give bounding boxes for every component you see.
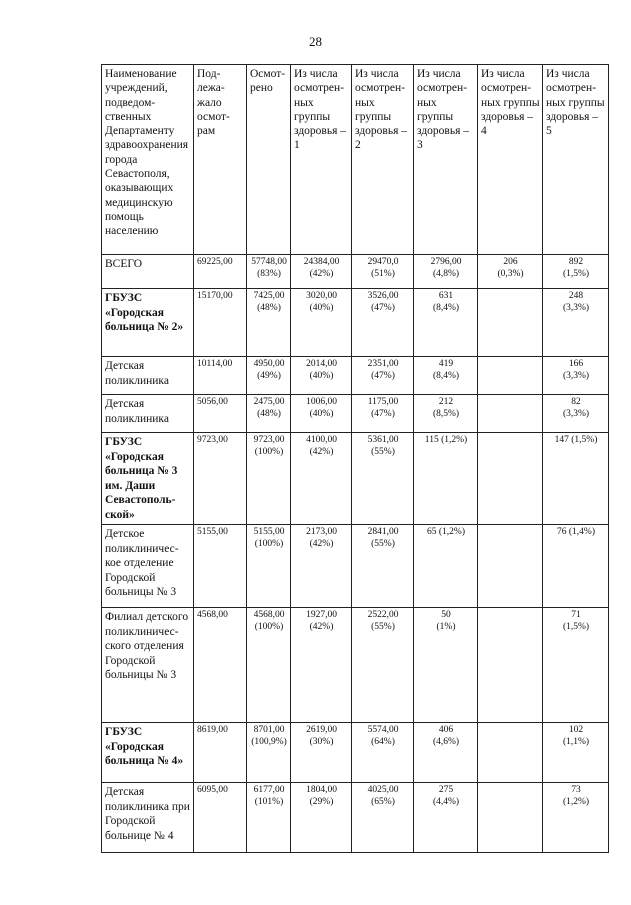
cell-percent: (42%) [309, 538, 334, 549]
cell-value: 5361,00 [367, 435, 399, 445]
header-examined: Осмот-рено [247, 65, 291, 255]
group-3-cell [414, 357, 478, 395]
cell-percent: (47%) [371, 408, 395, 419]
cell-value: 248 [568, 291, 584, 301]
examined-cell [247, 525, 291, 608]
header-group-1: Из числа осмотрен-ных группы здоровья – 1 [291, 65, 352, 255]
cell-percent: (29%) [309, 796, 334, 807]
examined-cell [247, 289, 291, 357]
group-4-cell [478, 289, 543, 357]
group-3-cell [414, 433, 478, 525]
cell-value: 406 [438, 725, 454, 735]
group-4-cell [478, 783, 543, 853]
group-4-cell [478, 255, 543, 289]
group-4-cell [478, 357, 543, 395]
group-1-cell [291, 357, 352, 395]
group-5-cell [543, 395, 609, 433]
group-1-cell [291, 608, 352, 723]
cell-percent: (51%) [371, 268, 395, 279]
cell-percent: (1,5%) [562, 621, 590, 632]
group-2-cell [352, 289, 414, 357]
cell-percent: (100%) [254, 538, 284, 549]
institution-name: Детское поликлиничес-кое отделение Городской больницы № 3 [102, 525, 194, 608]
group-1-cell [291, 525, 352, 608]
group-1-cell [291, 783, 352, 853]
cell-value: 1927,00 [306, 610, 337, 620]
cell-value: 2014,00 [306, 359, 337, 369]
group-3-cell [414, 608, 478, 723]
group-1-cell [291, 289, 352, 357]
cell-percent: (42%) [309, 268, 334, 279]
group-5-cell [543, 289, 609, 357]
cell-value: 73 [571, 785, 581, 795]
cell-value: 82 [571, 397, 581, 407]
cell-value: 2796,00 [430, 257, 462, 267]
group-5-cell [543, 255, 609, 289]
institution-name: Филиал детского поликлиничес-ского отделения Городской больницы № 3 [102, 608, 194, 723]
cell-percent: (100%) [254, 621, 284, 632]
institution-name: Детская поликлиника при Городской больнице № 4 [102, 783, 194, 853]
table-row [102, 395, 609, 433]
cell-value: 57748,00 [251, 257, 287, 267]
table-row [102, 255, 609, 289]
cell-value: 5155,00 [253, 527, 285, 537]
header-group-5: Из числа осмотрен-ных группы здоровья – 5 [543, 65, 609, 255]
group-5-cell [543, 433, 609, 525]
cell-percent: (47%) [371, 370, 395, 381]
cell-value: 2351,00 [367, 359, 399, 369]
cell-value: 8701,00 [253, 725, 285, 735]
examined-cell [247, 433, 291, 525]
cell-value: 2841,00 [367, 527, 399, 537]
group-4-cell [478, 433, 543, 525]
cell-percent: (1,5%) [562, 268, 590, 279]
page-number: 28 [309, 34, 322, 49]
cell-percent: (3,3%) [562, 302, 590, 313]
cell-value: 2522,00 [367, 610, 399, 620]
cell-value: 50 [441, 610, 451, 620]
table-row [102, 783, 609, 853]
group-2-cell [352, 723, 414, 783]
cell-percent: (40%) [309, 302, 334, 313]
table-row [102, 525, 609, 608]
subject-count: 5056,00 [194, 395, 247, 433]
cell-value: 892 [568, 257, 584, 267]
group-1-cell [291, 723, 352, 783]
cell-value: 1175,00 [367, 397, 399, 407]
cell-value: 24384,00 [303, 257, 340, 267]
group-3-cell [414, 783, 478, 853]
table-row [102, 357, 609, 395]
cell-percent: (48%) [257, 302, 281, 313]
cell-value: 1006,00 [306, 397, 337, 407]
cell-percent: (100,9%) [251, 736, 287, 747]
cell-percent: (47%) [371, 302, 395, 313]
cell-value: 631 [438, 291, 454, 301]
cell-value: 4025,00 [367, 785, 399, 795]
group-5-cell [543, 608, 609, 723]
cell-percent: (4,4%) [432, 796, 460, 807]
cell-value: 29470,0 [367, 257, 399, 267]
cell-percent: (8,5%) [432, 408, 460, 419]
cell-value: 3020,00 [306, 291, 337, 301]
subject-count: 6095,00 [194, 783, 247, 853]
cell-percent: (55%) [371, 446, 395, 457]
cell-percent: (100%) [254, 446, 284, 457]
cell-value: 2475,00 [253, 397, 285, 407]
examined-cell [247, 357, 291, 395]
group-2-cell [352, 255, 414, 289]
table-header-row [102, 65, 609, 255]
subject-count: 15170,00 [194, 289, 247, 357]
table-row [102, 723, 609, 783]
cell-value: 147 (1,5%) [554, 435, 598, 445]
group-1-cell [291, 433, 352, 525]
cell-value: 4100,00 [306, 435, 337, 445]
cell-value: 6177,00 [253, 785, 285, 795]
cell-percent: (30%) [309, 736, 334, 747]
cell-value: 275 [438, 785, 454, 795]
subject-count: 9723,00 [194, 433, 247, 525]
group-4-cell [478, 525, 543, 608]
group-3-cell [414, 289, 478, 357]
cell-value: 115 (1,2%) [424, 435, 468, 445]
cell-percent: (3,3%) [562, 408, 590, 419]
cell-percent: (49%) [257, 370, 281, 381]
group-5-cell [543, 525, 609, 608]
cell-percent: (55%) [371, 538, 395, 549]
cell-value: 102 [568, 725, 584, 735]
cell-percent: (1,2%) [562, 796, 590, 807]
group-2-cell [352, 783, 414, 853]
group-5-cell [543, 723, 609, 783]
examined-cell [247, 608, 291, 723]
cell-percent: (8,4%) [432, 302, 460, 313]
cell-percent: (65%) [371, 796, 395, 807]
cell-percent: (3,3%) [562, 370, 590, 381]
cell-value: 4568,00 [253, 610, 285, 620]
examined-cell [247, 723, 291, 783]
institution-name: Детская поликлиника [102, 395, 194, 433]
group-5-cell [543, 357, 609, 395]
group-1-cell [291, 395, 352, 433]
cell-value: 212 [438, 397, 454, 407]
cell-value: 9723,00 [253, 435, 285, 445]
subject-count: 8619,00 [194, 723, 247, 783]
cell-value: 76 (1,4%) [557, 527, 595, 537]
header-group-4: Из числа осмотрен-ных группы здоровья – 4 [478, 65, 543, 255]
cell-percent: (83%) [257, 268, 281, 279]
cell-percent: (40%) [309, 408, 334, 419]
cell-percent: (4,6%) [432, 736, 460, 747]
group-5-cell [543, 783, 609, 853]
group-3-cell [414, 525, 478, 608]
cell-value: 419 [438, 359, 454, 369]
cell-value: 65 (1,2%) [427, 527, 465, 537]
cell-percent: (64%) [371, 736, 395, 747]
subject-count: 69225,00 [194, 255, 247, 289]
cell-value: 2173,00 [306, 527, 337, 537]
table-row [102, 289, 609, 357]
cell-percent: (4,8%) [432, 268, 460, 279]
cell-percent: (40%) [309, 370, 334, 381]
group-3-cell [414, 723, 478, 783]
header-group-3: Из числа осмотрен-ных группы здоровья – 3 [414, 65, 478, 255]
header-institution: Наименование учреждений, подведом-ственных Департаменту здравоохранения города Севастополя, оказывающих медицинскую помощь населению [102, 65, 194, 255]
subject-count: 4568,00 [194, 608, 247, 723]
subject-count: 5155,00 [194, 525, 247, 608]
cell-percent: (0,3%) [497, 268, 524, 279]
cell-value: 3526,00 [367, 291, 399, 301]
cell-percent: (42%) [309, 446, 334, 457]
table-row [102, 608, 609, 723]
group-2-cell [352, 433, 414, 525]
group-2-cell [352, 395, 414, 433]
table-row [102, 433, 609, 525]
header-group-2: Из числа осмотрен-ных группы здоровья – 2 [352, 65, 414, 255]
cell-percent: (8,4%) [432, 370, 460, 381]
examined-cell [247, 783, 291, 853]
group-3-cell [414, 255, 478, 289]
cell-value: 166 [568, 359, 584, 369]
group-2-cell [352, 608, 414, 723]
cell-percent: (101%) [254, 796, 284, 807]
institution-name: ГБУЗС «Городская больница № 4» [102, 723, 194, 783]
header-subject: Под-лежа-жало осмот-рам [194, 65, 247, 255]
group-2-cell [352, 525, 414, 608]
cell-percent: (1,1%) [562, 736, 590, 747]
medical-exam-table [101, 64, 609, 853]
examined-cell [247, 395, 291, 433]
cell-value: 2619,00 [306, 725, 337, 735]
subject-count: 10114,00 [194, 357, 247, 395]
group-4-cell [478, 395, 543, 433]
cell-value: 206 [503, 257, 518, 267]
cell-value: 4950,00 [253, 359, 285, 369]
cell-percent: (42%) [309, 621, 334, 632]
institution-name: ГБУЗС «Городская больница № 3 им. Даши Севастополь-ской» [102, 433, 194, 525]
group-1-cell [291, 255, 352, 289]
institution-name: ВСЕГО [102, 255, 194, 289]
examined-cell [247, 255, 291, 289]
cell-percent: (1%) [436, 621, 456, 632]
cell-value: 1804,00 [306, 785, 337, 795]
cell-value: 7425,00 [253, 291, 285, 301]
cell-value: 71 [571, 610, 581, 620]
institution-name: ГБУЗС «Городская больница № 2» [102, 289, 194, 357]
group-2-cell [352, 357, 414, 395]
institution-name: Детская поликлиника [102, 357, 194, 395]
cell-value: 5574,00 [367, 725, 399, 735]
group-3-cell [414, 395, 478, 433]
cell-percent: (55%) [371, 621, 395, 632]
group-4-cell [478, 608, 543, 723]
group-4-cell [478, 723, 543, 783]
cell-percent: (48%) [257, 408, 281, 419]
